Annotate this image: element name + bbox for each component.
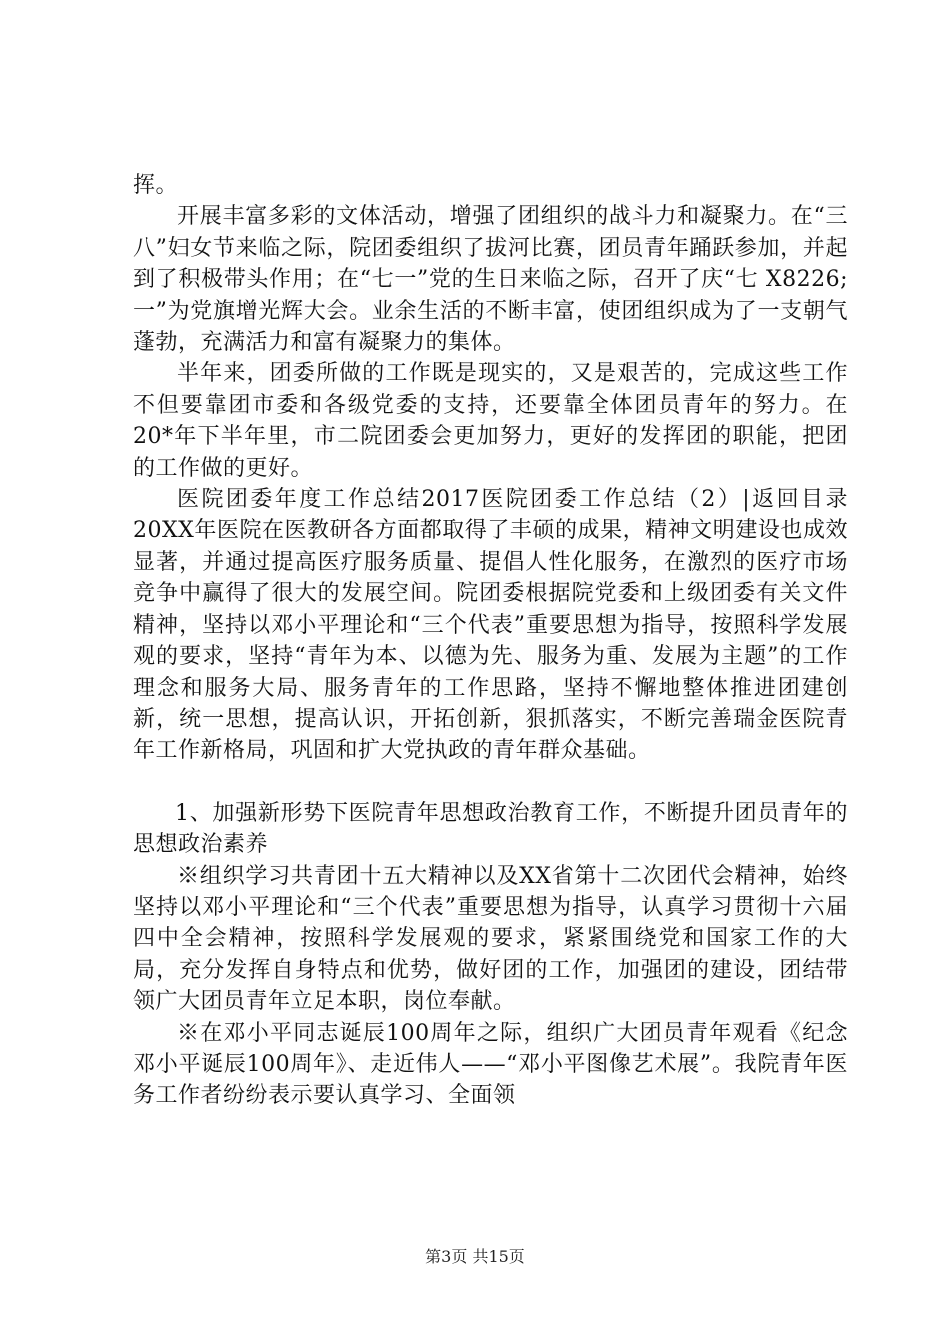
paragraph-deng-anniversary: ※在邓小平同志诞辰100周年之际，组织广大团员青年观看《纪念邓小平诞辰100周年》、走近伟人——“邓小平图像艺术展”。我院青年医务工作者纷纷表示要认真学习、全面领 [133,1020,848,1109]
page-footer: 第3页 共15页 [425,1247,525,1266]
document-body [133,170,848,1112]
paragraph-cultural-activities: 开展丰富多彩的文体活动，增强了团组织的战斗力和凝聚力。在“三八”妇女节来临之际，院团委组织了拔河比赛，团员青年踊跃参加，并起到了积极带头作用；在“七一”党的生日来临之际，召开了庆“七 X8226;一”为党旗增光辉大会。业余生活的不断丰富，使团组织成为了一支朝气蓬勃，充满活力和富有凝聚力的集体。 [133,204,848,356]
section-heading-1: 1、加强新形势下医院青年思想政治教育工作，不断提升团员青年的思想政治素养 [133,800,848,858]
paragraph-continuation: 挥。 [133,173,179,198]
paragraph-study-spirit: ※组织学习共青团十五大精神以及XX省第十二次团代会精神，始终坚持以邓小平理论和“三个代表”重要思想为指导，认真学习贯彻十六届四中全会精神，按照科学发展观的要求，紧紧围绕党和国家工作的大局，充分发挥自身特点和优势，做好团的工作，加强团的建设，团结带领广大团员青年立足本职，岗位奉献。 [133,863,848,1015]
paragraph-annual-summary-intro: 医院团委年度工作总结2017医院团委工作总结（2）|返回目录20XX年医院在医教研各方面都取得了丰硕的成果，精神文明建设也成效显著，并通过提高医疗服务质量、提倡人性化服务，在激烈的医疗市场竞争中赢得了很大的发展空间。院团委根据院党委和上级团委有关文件精神，坚持以邓小平理论和“三个代表”重要思想为指导，按照科学发展观的要求，坚持“青年为本、以德为先、服务为重、发展为主题”的工作理念和服务大局、服务青年的工作思路，坚持不懈地整体推进团建创新，统一思想，提高认识，开拓创新，狠抓落实，不断完善瑞金医院青年工作新格局，巩固和扩大党执政的青年群众基础。 [133,487,848,764]
paragraph-half-year-summary: 半年来，团委所做的工作既是现实的，又是艰苦的，完成这些工作不但要靠团市委和各级党委的支持，还要靠全体团员青年的努力。在20*年下半年里，市二院团委会更加努力，更好的发挥团的职能，把团的工作做的更好。 [133,361,848,481]
